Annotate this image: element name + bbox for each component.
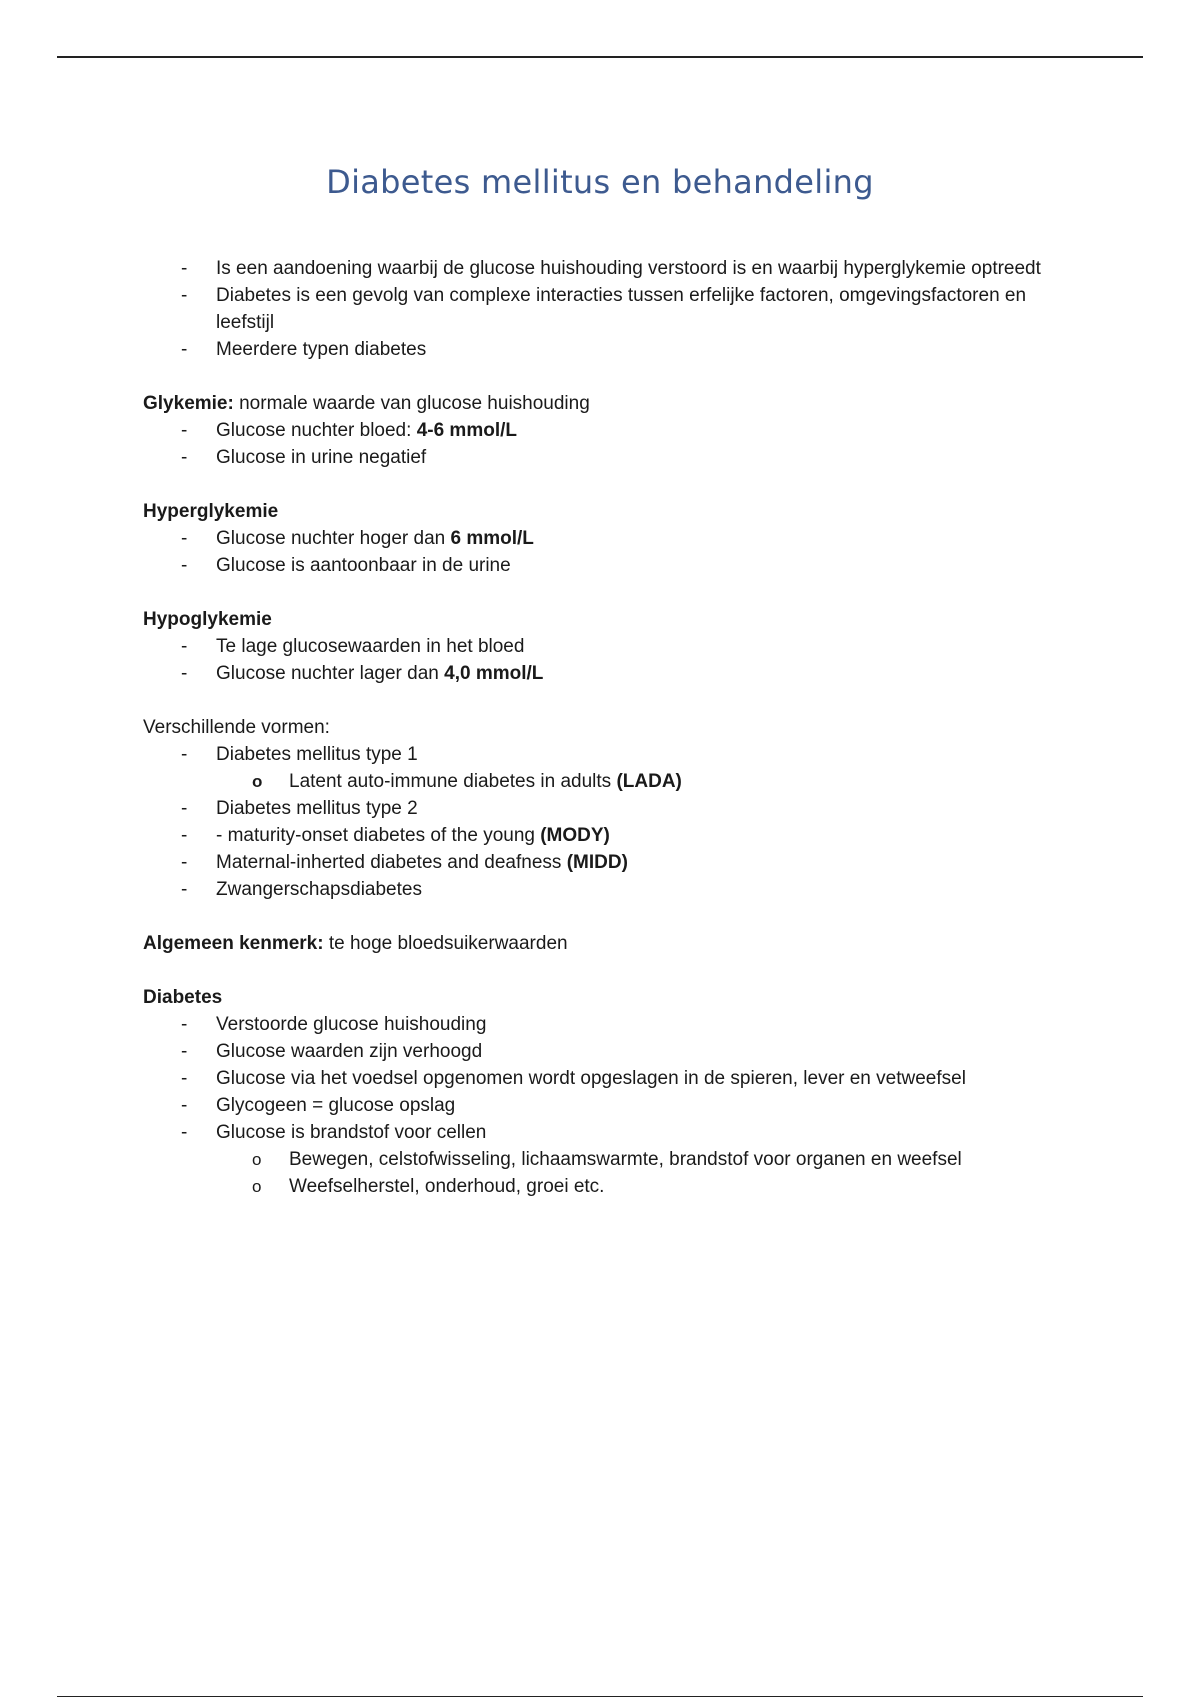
dash-bullet: - [181,879,188,900]
list-item: - Diabetes is een gevolg van complexe interacties tussen erfelijke factoren, omgevingsfactoren en leefstijl [143,282,1073,336]
dash-bullet: - [181,1041,188,1062]
list-item: - Is een aandoening waarbij de glucose huishouding verstoord is en waarbij hyperglykemie optreedt [143,255,1073,282]
list-item: - Glucose nuchter lager dan 4,0 mmol/L [143,660,1073,687]
circle-bullet: o [252,1150,262,1169]
dash-bullet: - [181,1095,188,1116]
hyperglykemie-heading: Hyperglykemie [143,501,279,522]
dash-bullet: - [181,420,188,441]
list-item: - Glucose is brandstof voor cellen [143,1119,1073,1146]
footer-rule [57,1696,1143,1697]
dash-bullet: - [181,663,188,684]
document-body [143,255,1073,1200]
list-item: - Glucose waarden zijn verhoogd [143,1038,1073,1065]
list-item: - Zwangerschapsdiabetes [143,876,1073,903]
list-item: - Glucose nuchter bloed: 4-6 mmol/L [143,417,1073,444]
list-item: - Glucose in urine negatief [143,444,1073,471]
dash-bullet: - [181,1122,188,1143]
list-item: - Maternal-inherted diabetes and deafness (MIDD) [143,849,1073,876]
vormen-heading: Verschillende vormen: [143,717,330,738]
list-item: - Te lage glucosewaarden in het bloed [143,633,1073,660]
dash-bullet: - [181,636,188,657]
list-item: - Glucose nuchter hoger dan 6 mmol/L [143,525,1073,552]
list-item: - Verstoorde glucose huishouding [143,1011,1073,1038]
dash-bullet: - [181,555,188,576]
list-item: - Glucose via het voedsel opgenomen wordt opgeslagen in de spieren, lever en vetweefsel [143,1065,1073,1092]
dash-bullet: - [181,1014,188,1035]
dash-bullet: - [181,258,188,279]
list-item: - Glucose is aantoonbaar in de urine [143,552,1073,579]
glykemie-heading: Glykemie: normale waarde van glucose huishouding [143,393,590,414]
dash-bullet: - [181,798,188,819]
list-item: - Glycogeen = glucose opslag [143,1092,1073,1119]
dash-bullet: - [181,852,188,873]
dash-bullet: - [181,339,188,360]
hypoglykemie-heading: Hypoglykemie [143,609,272,630]
page-title: Diabetes mellitus en behandeling [326,163,874,201]
kenmerk-heading: Algemeen kenmerk: te hoge bloedsuikerwaarden [143,933,568,954]
sub-list-item: o Bewegen, celstofwisseling, lichaamswarmte, brandstof voor organen en weefsel [143,1146,1073,1173]
dash-bullet: - [181,825,188,846]
dash-bullet: - [181,447,188,468]
sub-list-item: o Latent auto-immune diabetes in adults (LADA) [143,768,1073,795]
dash-bullet: - [181,528,188,549]
diabetes-heading: Diabetes [143,987,223,1008]
list-item: - - maturity-onset diabetes of the young (MODY) [143,822,1073,849]
dash-bullet: - [181,1068,188,1089]
list-item: - Meerdere typen diabetes [143,336,1073,363]
dash-bullet: - [181,285,188,306]
dash-bullet: - [181,744,188,765]
list-item: - Diabetes mellitus type 2 [143,795,1073,822]
circle-bullet: o [252,772,263,791]
sub-list-item: o Weefselherstel, onderhoud, groei etc. [143,1173,1073,1200]
list-item: - Diabetes mellitus type 1 [143,741,1073,768]
header-rule [57,56,1143,58]
circle-bullet: o [252,1177,262,1196]
